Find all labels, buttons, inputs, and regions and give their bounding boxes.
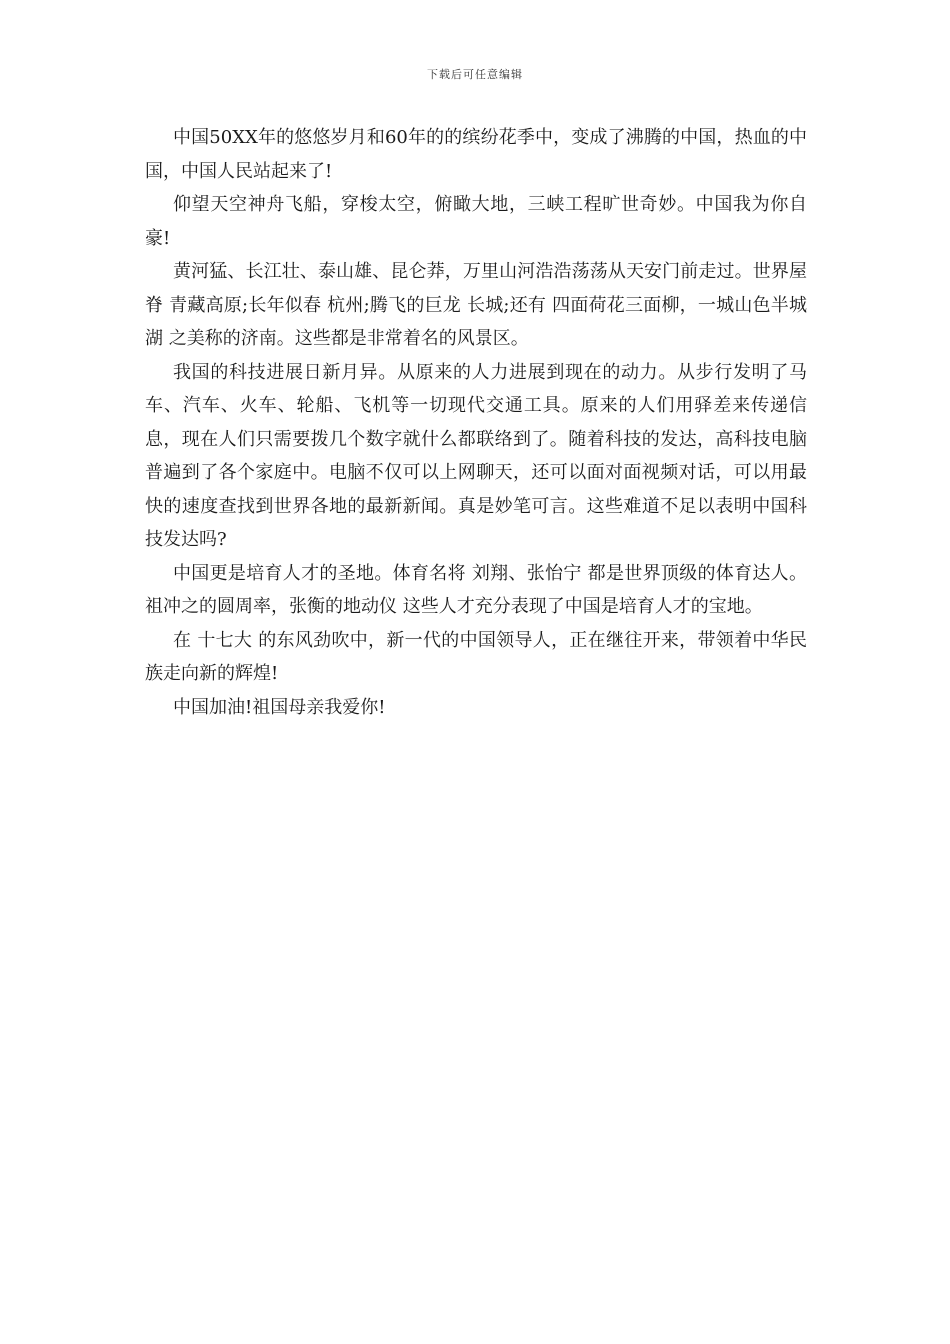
paragraph-4: 我国的科技进展日新月异。从原来的人力进展到现在的动力。从步行发明了马车、汽车、火车、轮船、飞机等一切现代交通工具。原来的人们用驿差来传递信息，现在人们只需要拨几个数字就什么都联络到了。随着科技的发达，高科技电脑普遍到了各个家庭中。电脑不仅可以上网聊天，还可以面对面视频对话，可以用最快的速度查找到世界各地的最新新闻。真是妙笔可言。这些难道不足以表明中国科技发达吗? (145, 361, 807, 550)
paragraph-6: 在 十七大 的东风劲吹中，新一代的中国领导人，正在继往开来，带领着中华民族走向新的辉煌! (145, 629, 807, 684)
paragraph-2: 仰望天空神舟飞船，穿梭太空，俯瞰大地，三峡工程旷世奇妙。中国我为你自豪! (145, 194, 807, 249)
paragraph-7: 中国加油!祖国母亲我爱你! (173, 696, 386, 718)
page-header: 下载后可任意编辑 (427, 68, 523, 81)
paragraph-1: 中国50XX年的悠悠岁月和60年的的缤纷花季中，变成了沸腾的中国，热血的中国，中国人民站起来了! (145, 127, 807, 182)
paragraph-5: 中国更是培育人才的圣地。体育名将 刘翔、张怡宁 都是世界顶级的体育达人。祖冲之的圆周率，张衡的地动仪 这些人才充分表现了中国是培育人才的宝地。 (145, 562, 807, 617)
paragraph-3: 黄河猛、长江壮、泰山雄、昆仑莽，万里山河浩浩荡荡从天安门前走过。世界屋脊 青藏高原;长年似春 杭州;腾飞的巨龙 长城;还有 四面荷花三面柳，一城山色半城湖 之美称的济南。这些都是非常着名的风景区。 (145, 261, 807, 349)
document-body (145, 121, 807, 724)
